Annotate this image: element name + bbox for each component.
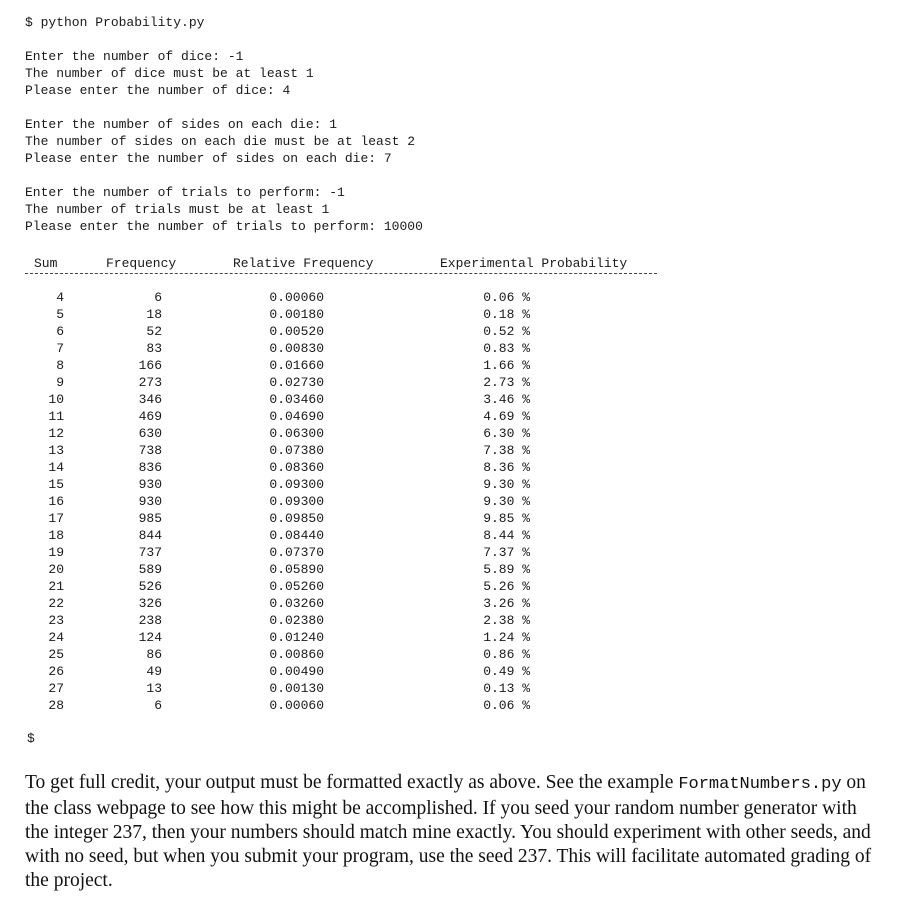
- dice-reprompt: Please enter the number of dice: 4: [25, 83, 291, 98]
- cell-frequency: 346: [138, 392, 162, 407]
- cell-relative-frequency: 0.08360: [269, 460, 324, 475]
- cell-experimental-probability: 0.52 %: [483, 324, 530, 339]
- cell-relative-frequency: 0.00060: [269, 290, 324, 305]
- cell-frequency: 737: [138, 545, 162, 560]
- cell-relative-frequency: 0.05890: [269, 562, 324, 577]
- cell-sum: 14: [48, 460, 64, 475]
- cell-sum: 22: [48, 596, 64, 611]
- cell-relative-frequency: 0.09850: [269, 511, 324, 526]
- instructions-text-1: To get full credit, your output must be formatted exactly as above. See the example: [25, 772, 679, 793]
- cell-sum: 11: [48, 409, 64, 424]
- cell-frequency: 930: [138, 477, 162, 492]
- cell-sum: 6: [56, 324, 64, 339]
- sides-prompt: Enter the number of sides on each die: 1: [25, 117, 338, 132]
- trials-error: The number of trials must be at least 1: [25, 202, 330, 217]
- cell-relative-frequency: 0.09300: [269, 494, 324, 509]
- cell-frequency: 526: [138, 579, 162, 594]
- cell-relative-frequency: 0.07380: [269, 443, 324, 458]
- cell-relative-frequency: 0.02380: [269, 613, 324, 628]
- cell-frequency: 83: [146, 341, 162, 356]
- cell-frequency: 6: [154, 290, 162, 305]
- cell-relative-frequency: 0.09300: [269, 477, 324, 492]
- cell-experimental-probability: 0.06 %: [483, 698, 530, 713]
- cell-frequency: 124: [138, 630, 162, 645]
- cell-frequency: 469: [138, 409, 162, 424]
- cell-experimental-probability: 0.18 %: [483, 307, 530, 322]
- cell-relative-frequency: 0.07370: [269, 545, 324, 560]
- cell-frequency: 589: [138, 562, 162, 577]
- cell-sum: 9: [56, 375, 64, 390]
- cell-sum: 4: [56, 290, 64, 305]
- cell-relative-frequency: 0.03260: [269, 596, 324, 611]
- cell-sum: 28: [48, 698, 64, 713]
- header-experimental-probability: Experimental Probability: [440, 256, 628, 271]
- cell-relative-frequency: 0.00860: [269, 647, 324, 662]
- cell-frequency: 18: [146, 307, 162, 322]
- cell-sum: 8: [56, 358, 64, 373]
- cell-relative-frequency: 0.08440: [269, 528, 324, 543]
- cell-relative-frequency: 0.05260: [269, 579, 324, 594]
- sides-reprompt: Please enter the number of sides on each die: 7: [25, 151, 392, 166]
- cell-frequency: 273: [138, 375, 162, 390]
- cell-experimental-probability: 9.30 %: [483, 477, 530, 492]
- header-frequency: Frequency: [106, 256, 177, 271]
- cell-experimental-probability: 8.44 %: [483, 528, 530, 543]
- cell-relative-frequency: 0.03460: [269, 392, 324, 407]
- cell-sum: 5: [56, 307, 64, 322]
- cell-frequency: 985: [138, 511, 162, 526]
- cell-experimental-probability: 5.26 %: [483, 579, 530, 594]
- cell-experimental-probability: 2.38 %: [483, 613, 530, 628]
- cell-frequency: 630: [138, 426, 162, 441]
- cell-experimental-probability: 0.49 %: [483, 664, 530, 679]
- dice-error: The number of dice must be at least 1: [25, 66, 314, 81]
- cell-experimental-probability: 3.26 %: [483, 596, 530, 611]
- instructions-paragraph: [25, 771, 885, 893]
- cell-experimental-probability: 5.89 %: [483, 562, 530, 577]
- cell-relative-frequency: 0.00130: [269, 681, 324, 696]
- cell-relative-frequency: 0.00830: [269, 341, 324, 356]
- cell-relative-frequency: 0.00490: [269, 664, 324, 679]
- instructions-text-2: on the class webpage to see how this might be accomplished. If you seed your random number generator with the integer 237, then your numbers should match mine exactly. You should experiment with other seeds, and with no seed, but when you submit your program, use the seed 237. This will facilitate automated grading of the project.: [25, 772, 872, 891]
- cell-sum: 12: [48, 426, 64, 441]
- cell-experimental-probability: 1.66 %: [483, 358, 530, 373]
- cell-sum: 19: [48, 545, 64, 560]
- cell-experimental-probability: 7.38 %: [483, 443, 530, 458]
- cell-sum: 7: [56, 341, 64, 356]
- cell-experimental-probability: 0.06 %: [483, 290, 530, 305]
- cell-sum: 16: [48, 494, 64, 509]
- cell-sum: 26: [48, 664, 64, 679]
- cell-frequency: 836: [138, 460, 162, 475]
- cell-sum: 20: [48, 562, 64, 577]
- cell-sum: 10: [48, 392, 64, 407]
- cell-relative-frequency: 0.01240: [269, 630, 324, 645]
- header-relative-frequency: Relative Frequency: [233, 256, 374, 271]
- cell-experimental-probability: 9.30 %: [483, 494, 530, 509]
- cell-frequency: 52: [146, 324, 162, 339]
- cell-sum: 25: [48, 647, 64, 662]
- cell-relative-frequency: 0.06300: [269, 426, 324, 441]
- cell-relative-frequency: 0.00520: [269, 324, 324, 339]
- cell-experimental-probability: 7.37 %: [483, 545, 530, 560]
- sides-error: The number of sides on each die must be at least 2: [25, 134, 416, 149]
- cell-frequency: 738: [138, 443, 162, 458]
- cell-sum: 15: [48, 477, 64, 492]
- cell-relative-frequency: 0.01660: [269, 358, 324, 373]
- cell-experimental-probability: 3.46 %: [483, 392, 530, 407]
- cell-experimental-probability: 0.83 %: [483, 341, 530, 356]
- cell-relative-frequency: 0.00180: [269, 307, 324, 322]
- trials-reprompt: Please enter the number of trials to perform: 10000: [25, 219, 423, 234]
- cell-frequency: 166: [138, 358, 162, 373]
- header-divider: [25, 273, 657, 274]
- cell-experimental-probability: 0.86 %: [483, 647, 530, 662]
- cell-frequency: 930: [138, 494, 162, 509]
- header-sum: Sum: [34, 256, 58, 271]
- cell-frequency: 13: [146, 681, 162, 696]
- cell-experimental-probability: 4.69 %: [483, 409, 530, 424]
- cell-experimental-probability: 0.13 %: [483, 681, 530, 696]
- cell-sum: 24: [48, 630, 64, 645]
- trials-prompt: Enter the number of trials to perform: -1: [25, 185, 345, 200]
- cell-experimental-probability: 1.24 %: [483, 630, 530, 645]
- cell-sum: 23: [48, 613, 64, 628]
- cell-frequency: 86: [146, 647, 162, 662]
- cell-experimental-probability: 6.30 %: [483, 426, 530, 441]
- dice-prompt: Enter the number of dice: -1: [25, 49, 244, 64]
- cell-frequency: 49: [146, 664, 162, 679]
- cell-relative-frequency: 0.02730: [269, 375, 324, 390]
- cell-sum: 27: [48, 681, 64, 696]
- cell-sum: 21: [48, 579, 64, 594]
- shell-prompt: $: [27, 731, 35, 746]
- cell-experimental-probability: 9.85 %: [483, 511, 530, 526]
- command-line: $ python Probability.py: [25, 15, 205, 30]
- cell-frequency: 844: [138, 528, 162, 543]
- cell-relative-frequency: 0.00060: [269, 698, 324, 713]
- cell-frequency: 238: [138, 613, 162, 628]
- cell-experimental-probability: 8.36 %: [483, 460, 530, 475]
- cell-sum: 17: [48, 511, 64, 526]
- cell-sum: 18: [48, 528, 64, 543]
- cell-experimental-probability: 2.73 %: [483, 375, 530, 390]
- format-numbers-filename: FormatNumbers.py: [678, 775, 842, 794]
- cell-frequency: 326: [138, 596, 162, 611]
- cell-relative-frequency: 0.04690: [269, 409, 324, 424]
- cell-frequency: 6: [154, 698, 162, 713]
- cell-sum: 13: [48, 443, 64, 458]
